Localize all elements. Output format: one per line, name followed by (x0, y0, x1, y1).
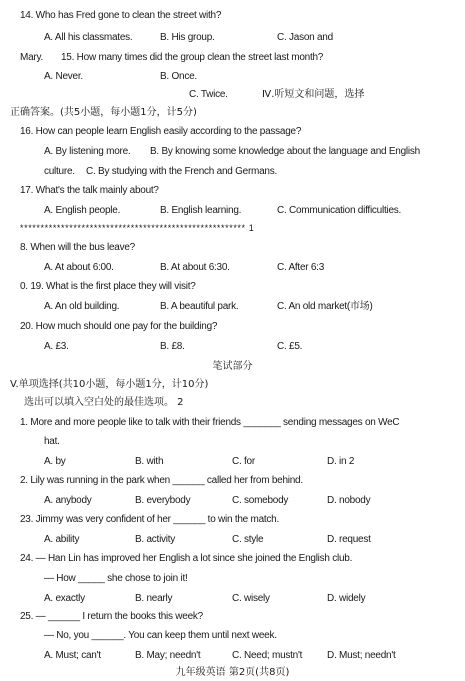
q18-option-b: B. At about 6:30. (160, 262, 230, 273)
q23-option-c: C. style (232, 534, 264, 545)
q21-option-b: B. with (135, 456, 164, 467)
q14-option-c-cont: Mary. (20, 52, 44, 63)
section4-heading: Ⅳ.听短文和问题，选择 (262, 89, 365, 100)
q25-stem: 25. — ______ I return the books this week? (20, 611, 203, 622)
q17-option-b: B. English learning. (160, 205, 242, 216)
q20-option-a: A. £3. (44, 341, 69, 352)
q16-option-b-cont: culture. (44, 166, 75, 177)
q16-stem: 16. How can people learn English easily according to the passage? (20, 126, 302, 137)
q19-option-b: B. A beautiful park. (160, 301, 239, 312)
q21-option-c: C. for (232, 456, 255, 467)
q25-option-b: B. May; needn't (135, 650, 201, 661)
q20-stem: 20. How much should one pay for the building? (20, 321, 218, 332)
q24-option-d: D. widely (327, 593, 366, 604)
q23-option-a: A. ability (44, 534, 80, 545)
q24-option-a: A. exactly (44, 593, 85, 604)
q24-option-b: B. nearly (135, 593, 173, 604)
q22-option-d: D. nobody (327, 495, 371, 506)
q23-option-d: D. request (327, 534, 371, 545)
q21-stem-cont: hat. (44, 436, 60, 447)
q19-stem: 0. 19. What is the first place they will visit? (20, 281, 196, 292)
q25-option-c: C. Need; mustn't (232, 650, 303, 661)
written-section-title: 笔试部分 (212, 361, 253, 372)
q15-option-a: A. Never. (44, 71, 83, 82)
q16-option-c: C. By studying with the French and Germans. (86, 166, 278, 177)
section5-instruction: 选出可以填入空白处的最佳选项。 2 (24, 397, 184, 408)
q22-option-c: C. somebody (232, 495, 289, 506)
q14-option-c: C. Jason and (277, 32, 333, 43)
q25-option-d: D. Must; needn't (327, 650, 396, 661)
q21-option-a: A. by (44, 456, 66, 467)
q24-stem-reply: — How _____ she chose to join it! (44, 573, 188, 584)
q19-option-a: A. An old building. (44, 301, 120, 312)
q23-option-b: B. activity (135, 534, 176, 545)
q14-option-b: B. His group. (160, 32, 215, 43)
q18-stem: 8. When will the bus leave? (20, 242, 135, 253)
q22-stem: 2. Lily was running in the park when ______ called her from behind. (20, 475, 303, 486)
q20-option-b: B. £8. (160, 341, 185, 352)
section4-heading-cont: 正确答案。(共5小题，每小题1分，计5分) (10, 107, 197, 118)
q25-option-a: A. Must; can't (44, 650, 101, 661)
q14-option-a: A. All his classmates. (44, 32, 133, 43)
q15-option-c: C. Twice. (189, 89, 228, 100)
q18-option-c: C. After 6:3 (277, 262, 325, 273)
q25-stem-reply: — No, you ______. You can keep them until next week. (44, 630, 277, 641)
page-footer: 九年级英语 第2页(共8页) (175, 667, 290, 678)
q19-option-c: C. An old market(市场) (277, 301, 373, 312)
q16-option-b: B. By knowing some knowledge about the language and English (150, 146, 420, 157)
q18-option-a: A. At about 6:00. (44, 262, 114, 273)
q15-stem: 15. How many times did the group clean the street last month? (61, 52, 324, 63)
q23-stem: 23. Jimmy was very confident of her ______ to win the match. (20, 514, 280, 525)
q21-option-d: D. in 2 (327, 456, 355, 467)
q22-option-a: A. anybody (44, 495, 92, 506)
q14-stem: 14. Who has Fred gone to clean the street with? (20, 10, 222, 21)
q17-stem: 17. What's the talk mainly about? (20, 185, 159, 196)
q17-option-a: A. English people. (44, 205, 121, 216)
q17-option-c: C. Communication difficulties. (277, 205, 402, 216)
q15-option-b: B. Once. (160, 71, 197, 82)
q21-stem: 1. More and more people like to talk with their friends _______ sending messages on WeC (20, 417, 400, 428)
q22-option-b: B. everybody (135, 495, 191, 506)
q16-option-a: A. By listening more. (44, 146, 131, 157)
section5-heading: V.单项选择(共10小题，每小题1分，计10分) (10, 379, 209, 390)
q20-option-c: C. £5. (277, 341, 303, 352)
star-separator: ******************************************************* 1 (20, 223, 255, 233)
q24-option-c: C. wisely (232, 593, 270, 604)
q24-stem: 24. — Han Lin has improved her English a lot since she joined the English club. (20, 553, 353, 564)
